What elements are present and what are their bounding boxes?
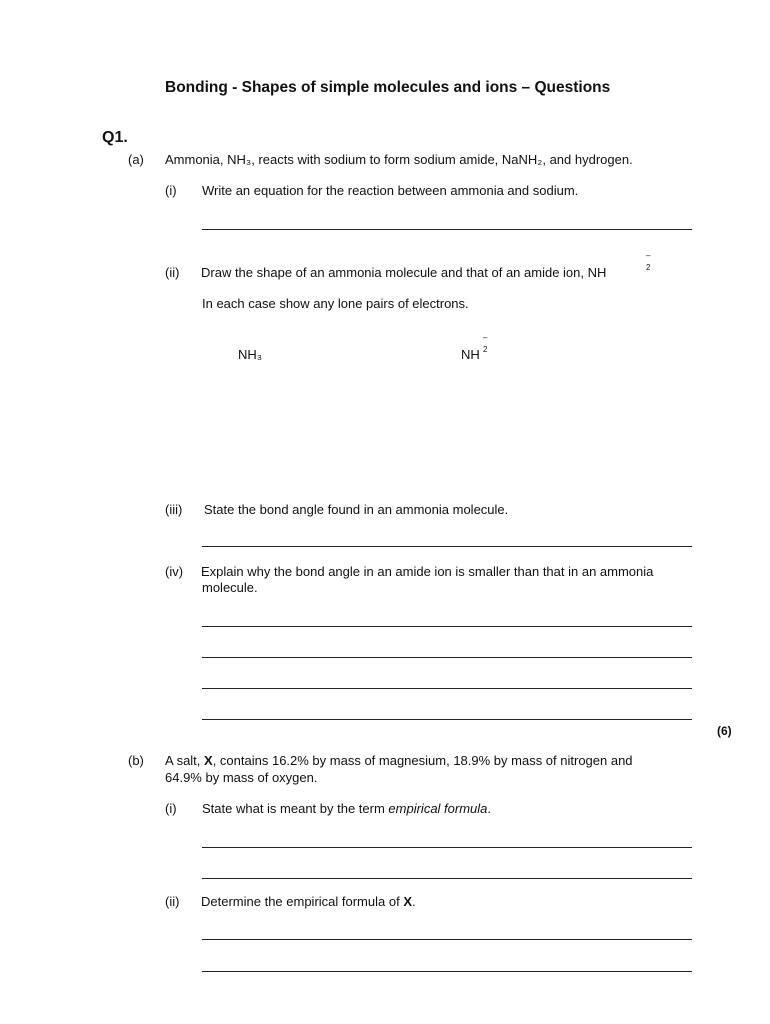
part-b-i-text-post: . [487, 801, 492, 816]
nh3-drawing-label: NH₃ [238, 347, 263, 362]
answer-line[interactable] [202, 847, 692, 848]
nh2-drawing-label: NH [461, 347, 480, 362]
part-a-ii-note: In each case show any lone pairs of electrons. [202, 296, 469, 311]
answer-line[interactable] [202, 878, 692, 879]
part-a-i-label: (i) [165, 183, 177, 198]
part-b-ii-text-pre: Determine the empirical formula of [201, 894, 404, 909]
answer-line[interactable] [202, 229, 692, 230]
amide-charge-superscript: – [646, 251, 651, 260]
part-b-ii-text [201, 894, 416, 909]
nh2-drawing-charge: – [483, 333, 488, 342]
part-a-ii-label: (ii) [165, 265, 180, 280]
answer-line[interactable] [202, 546, 692, 547]
part-b-i-label: (i) [165, 801, 177, 816]
salt-x: X [204, 753, 213, 768]
part-b-stem-line2: 64.9% by mass of oxygen. [165, 770, 318, 785]
part-a-ii-text [201, 265, 606, 280]
page-title: Bonding - Shapes of simple molecules and ions – Questions [165, 79, 611, 96]
part-b-ii-label: (ii) [165, 894, 180, 909]
answer-line[interactable] [202, 688, 692, 689]
answer-line[interactable] [202, 719, 692, 720]
part-b-i-text-pre: State what is meant by the term [202, 801, 389, 816]
marks-total: (6) [717, 724, 732, 738]
salt-x-ref: X [403, 894, 412, 909]
part-b-i-text [202, 801, 491, 816]
part-b-stem-post: , contains 16.2% by mass of magnesium, 18.9% by mass of nitrogen and [212, 753, 633, 768]
part-b-stem-pre: A salt, [165, 753, 205, 768]
answer-line[interactable] [202, 657, 692, 658]
part-a-ii-text-main: Draw the shape of an ammonia molecule and that of an amide ion, NH [201, 265, 607, 280]
part-b-label: (b) [128, 753, 144, 768]
answer-line[interactable] [202, 971, 692, 972]
part-a-iv-text-line2: molecule. [202, 580, 258, 595]
part-a-iv-label: (iv) [165, 564, 184, 579]
part-a-i-text: Write an equation for the reaction between ammonia and sodium. [202, 183, 579, 198]
part-a-label: (a) [128, 152, 144, 167]
part-a-iii-label: (iii) [165, 502, 183, 517]
nh2-drawing-subscript: 2 [483, 345, 488, 354]
part-b-ii-text-post: . [411, 894, 416, 909]
part-a-iv-text-line1: Explain why the bond angle in an amide ion is smaller than that in an ammonia [201, 564, 654, 579]
part-b-stem-line1 [165, 753, 633, 768]
part-a-stem: Ammonia, NH₃, reacts with sodium to form sodium amide, NaNH₂, and hydrogen. [165, 152, 633, 167]
answer-line[interactable] [202, 626, 692, 627]
question-number: Q1. [102, 129, 128, 146]
answer-line[interactable] [202, 939, 692, 940]
amide-subscript: 2 [646, 263, 651, 272]
part-a-iii-text: State the bond angle found in an ammonia molecule. [204, 502, 509, 517]
empirical-formula-term: empirical formula [388, 801, 488, 816]
